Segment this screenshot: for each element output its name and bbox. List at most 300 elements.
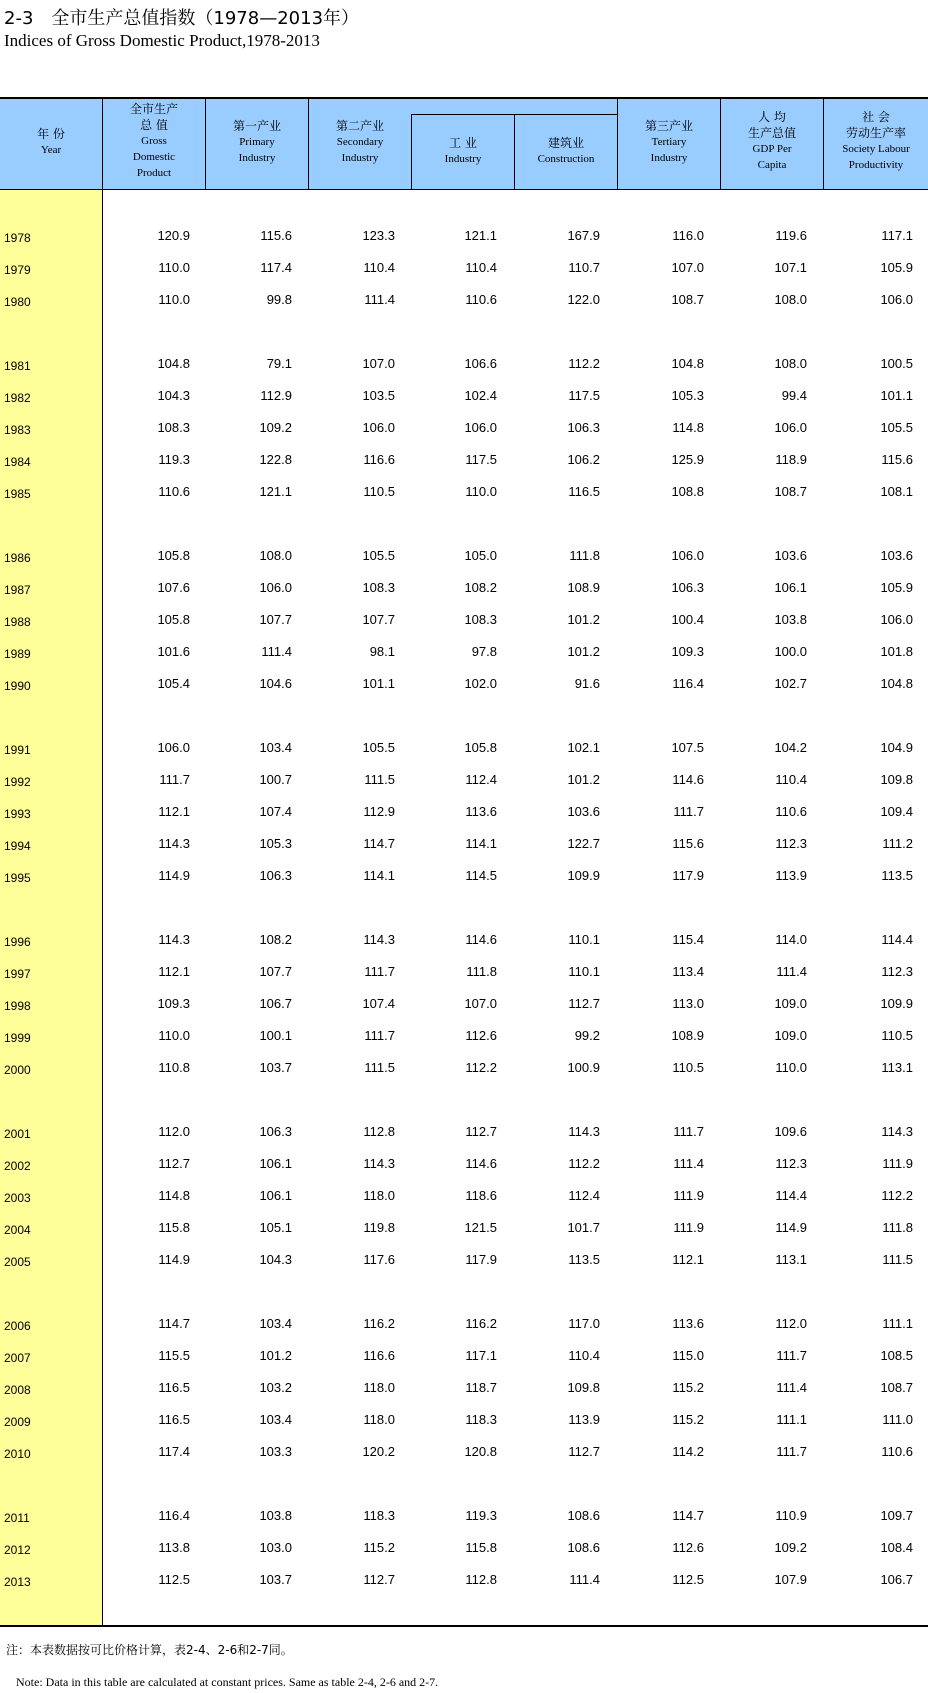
header-tertiary: 第三产业 Tertiary Industry — [644, 119, 693, 164]
value-cell: 112.7 — [465, 1124, 497, 1139]
value-cell: 112.3 — [881, 964, 913, 979]
value-cell: 103.5 — [362, 388, 395, 403]
value-cell: 114.6 — [672, 772, 704, 787]
value-cell: 117.9 — [465, 1252, 497, 1267]
year-cell: 1996 — [4, 935, 31, 949]
value-cell: 108.3 — [157, 420, 190, 435]
value-cell: 121.1 — [259, 484, 292, 499]
table-top-rule — [0, 97, 928, 99]
value-cell: 105.1 — [259, 1220, 292, 1235]
value-cell: 110.1 — [568, 932, 600, 947]
value-cell: 112.5 — [158, 1572, 190, 1587]
value-cell: 114.9 — [775, 1220, 807, 1235]
value-cell: 113.9 — [775, 868, 807, 883]
value-cell: 115.2 — [363, 1540, 395, 1555]
value-cell: 108.4 — [880, 1540, 913, 1555]
value-cell: 114.5 — [465, 868, 497, 883]
value-cell: 114.7 — [158, 1316, 190, 1331]
value-cell: 114.6 — [465, 932, 497, 947]
value-cell: 112.6 — [672, 1540, 704, 1555]
value-cell: 100.4 — [671, 612, 704, 627]
value-cell: 116.2 — [363, 1316, 395, 1331]
value-cell: 99.8 — [266, 292, 292, 307]
year-cell: 2002 — [4, 1159, 31, 1173]
value-cell: 105.5 — [362, 740, 395, 755]
value-cell: 110.1 — [568, 964, 600, 979]
value-cell: 101.1 — [362, 676, 395, 691]
value-cell: 113.6 — [465, 804, 497, 819]
value-cell: 114.8 — [158, 1188, 190, 1203]
value-cell: 113.4 — [672, 964, 704, 979]
value-cell: 103.0 — [259, 1540, 292, 1555]
value-cell: 112.5 — [672, 1572, 704, 1587]
value-cell: 122.7 — [567, 836, 600, 851]
value-cell: 107.9 — [774, 1572, 807, 1587]
value-cell: 116.5 — [158, 1412, 190, 1427]
value-cell: 109.9 — [567, 868, 600, 883]
value-cell: 99.4 — [781, 388, 807, 403]
value-cell: 106.0 — [774, 420, 807, 435]
value-cell: 119.6 — [775, 228, 807, 243]
value-cell: 109.2 — [259, 420, 292, 435]
value-cell: 113.5 — [568, 1252, 600, 1267]
value-cell: 118.0 — [363, 1380, 395, 1395]
value-cell: 103.6 — [774, 548, 807, 563]
note-cn: 注：本表数据按可比价格计算，表2-4、2-6和2-7同。 — [6, 1643, 293, 1657]
value-cell: 107.0 — [671, 260, 704, 275]
value-cell: 105.9 — [880, 580, 913, 595]
value-cell: 119.3 — [158, 452, 190, 467]
year-cell: 2006 — [4, 1319, 31, 1333]
year-cell: 1986 — [4, 551, 31, 565]
value-cell: 102.4 — [464, 388, 497, 403]
value-cell: 118.7 — [465, 1380, 497, 1395]
value-cell: 103.3 — [259, 1444, 292, 1459]
value-cell: 106.2 — [567, 452, 600, 467]
value-cell: 100.9 — [567, 1060, 600, 1075]
value-cell: 102.7 — [774, 676, 807, 691]
year-cell: 2000 — [4, 1063, 31, 1077]
value-cell: 111.7 — [776, 1444, 807, 1459]
value-cell: 114.0 — [775, 932, 807, 947]
value-cell: 110.6 — [775, 804, 807, 819]
value-cell: 114.3 — [363, 1156, 395, 1171]
value-cell: 107.1 — [774, 260, 807, 275]
value-cell: 111.4 — [776, 964, 807, 979]
value-cell: 100.7 — [259, 772, 292, 787]
value-cell: 112.2 — [881, 1188, 913, 1203]
value-cell: 114.1 — [363, 868, 395, 883]
value-cell: 113.9 — [568, 1412, 600, 1427]
value-cell: 110.4 — [363, 260, 395, 275]
value-cell: 111.7 — [673, 1124, 704, 1139]
value-cell: 111.7 — [364, 1028, 395, 1043]
value-cell: 115.4 — [672, 932, 704, 947]
value-cell: 110.0 — [465, 484, 497, 499]
value-cell: 111.5 — [364, 772, 395, 787]
value-cell: 112.9 — [363, 804, 395, 819]
value-cell: 111.4 — [673, 1156, 704, 1171]
value-cell: 117.4 — [260, 260, 292, 275]
page-title-en: Indices of Gross Domestic Product,1978-2013 — [4, 31, 320, 50]
value-cell: 106.0 — [464, 420, 497, 435]
year-cell: 2007 — [4, 1351, 31, 1365]
value-cell: 106.3 — [671, 580, 704, 595]
header-year: 年 份 Year — [37, 127, 65, 156]
value-cell: 108.7 — [671, 292, 704, 307]
value-cell: 111.9 — [673, 1188, 704, 1203]
value-cell: 114.7 — [672, 1508, 704, 1523]
value-cell: 107.4 — [259, 804, 292, 819]
value-cell: 110.0 — [158, 1028, 190, 1043]
value-cell: 108.3 — [464, 612, 497, 627]
value-cell: 117.4 — [158, 1444, 190, 1459]
value-cell: 111.4 — [776, 1380, 807, 1395]
value-cell: 112.2 — [465, 1060, 497, 1075]
value-cell: 111.7 — [364, 964, 395, 979]
value-cell: 112.1 — [158, 964, 190, 979]
value-cell: 98.1 — [369, 644, 395, 659]
value-cell: 106.6 — [464, 356, 497, 371]
value-cell: 101.1 — [880, 388, 913, 403]
table-bottom-rule — [0, 1625, 928, 1627]
year-cell: 1983 — [4, 423, 31, 437]
value-cell: 111.7 — [673, 804, 704, 819]
value-cell: 107.0 — [464, 996, 497, 1011]
header-industry: 工 业 Industry — [444, 136, 482, 165]
value-cell: 103.4 — [259, 1316, 292, 1331]
value-cell: 110.5 — [881, 1028, 913, 1043]
value-cell: 97.8 — [471, 644, 497, 659]
value-cell: 107.7 — [259, 612, 292, 627]
value-cell: 107.6 — [157, 580, 190, 595]
value-cell: 113.5 — [881, 868, 913, 883]
value-cell: 101.2 — [567, 772, 600, 787]
value-cell: 108.3 — [362, 580, 395, 595]
value-cell: 106.3 — [259, 868, 292, 883]
value-cell: 111.5 — [364, 1060, 395, 1075]
value-cell: 109.0 — [774, 996, 807, 1011]
value-cell: 115.2 — [672, 1412, 704, 1427]
value-cell: 117.0 — [568, 1316, 600, 1331]
value-cell: 108.6 — [567, 1508, 600, 1523]
value-cell: 118.0 — [363, 1412, 395, 1427]
year-cell: 1991 — [4, 743, 31, 757]
value-cell: 103.8 — [259, 1508, 292, 1523]
value-cell: 111.1 — [776, 1412, 807, 1427]
value-cell: 111.0 — [882, 1412, 913, 1427]
value-cell: 101.2 — [259, 1348, 292, 1363]
value-cell: 105.9 — [880, 260, 913, 275]
value-cell: 112.1 — [158, 804, 190, 819]
value-cell: 101.8 — [880, 644, 913, 659]
value-cell: 121.5 — [464, 1220, 497, 1235]
value-cell: 109.9 — [880, 996, 913, 1011]
value-cell: 106.0 — [880, 612, 913, 627]
value-cell: 114.2 — [672, 1444, 704, 1459]
value-cell: 118.6 — [465, 1188, 497, 1203]
year-cell: 1997 — [4, 967, 31, 981]
value-cell: 109.8 — [880, 772, 913, 787]
note-en: Note: Data in this table are calculated at constant prices. Same as table 2-4, 2-6 and 2-7. — [16, 1675, 439, 1689]
value-cell: 108.8 — [671, 484, 704, 499]
value-cell: 118.0 — [363, 1188, 395, 1203]
year-cell: 2005 — [4, 1255, 31, 1269]
value-cell: 106.3 — [259, 1124, 292, 1139]
value-cell: 115.6 — [260, 228, 292, 243]
value-cell: 106.0 — [880, 292, 913, 307]
value-cell: 107.5 — [671, 740, 704, 755]
value-cell: 112.1 — [672, 1252, 704, 1267]
value-cell: 114.3 — [881, 1124, 913, 1139]
value-cell: 108.9 — [567, 580, 600, 595]
value-cell: 112.3 — [775, 1156, 807, 1171]
value-cell: 105.3 — [671, 388, 704, 403]
value-cell: 118.3 — [363, 1508, 395, 1523]
value-cell: 112.6 — [465, 1028, 497, 1043]
value-cell: 116.4 — [158, 1508, 190, 1523]
value-cell: 111.4 — [261, 644, 292, 659]
value-cell: 105.8 — [157, 548, 190, 563]
value-cell: 112.7 — [363, 1572, 395, 1587]
value-cell: 108.0 — [774, 356, 807, 371]
header-percapita: 人 均 生产总值 GDP Per Capita — [747, 110, 796, 171]
value-cell: 103.4 — [259, 740, 292, 755]
value-cell: 91.6 — [574, 676, 600, 691]
value-cell: 122.8 — [259, 452, 292, 467]
value-cell: 115.2 — [672, 1380, 704, 1395]
value-cell: 114.3 — [158, 836, 190, 851]
year-cell: 1985 — [4, 487, 31, 501]
value-cell: 111.8 — [882, 1220, 913, 1235]
value-cell: 115.8 — [158, 1220, 190, 1235]
value-cell: 107.7 — [259, 964, 292, 979]
value-cell: 112.0 — [158, 1124, 190, 1139]
value-cell: 106.0 — [362, 420, 395, 435]
value-cell: 111.9 — [673, 1220, 704, 1235]
value-cell: 79.1 — [266, 356, 292, 371]
year-cell: 2012 — [4, 1543, 31, 1557]
value-cell: 115.5 — [158, 1348, 190, 1363]
value-cell: 105.8 — [464, 740, 497, 755]
value-cell: 109.8 — [567, 1380, 600, 1395]
value-cell: 110.5 — [363, 484, 395, 499]
value-cell: 111.1 — [882, 1316, 913, 1331]
value-cell: 103.4 — [259, 1412, 292, 1427]
value-cell: 110.4 — [465, 260, 497, 275]
year-cell: 1981 — [4, 359, 31, 373]
value-cell: 111.5 — [882, 1252, 913, 1267]
value-cell: 112.4 — [465, 772, 497, 787]
value-cell: 114.4 — [775, 1188, 807, 1203]
value-cell: 104.8 — [671, 356, 704, 371]
value-cell: 110.4 — [775, 772, 807, 787]
year-cell: 2009 — [4, 1415, 31, 1429]
value-cell: 105.8 — [157, 612, 190, 627]
value-cell: 117.6 — [363, 1252, 395, 1267]
value-cell: 103.7 — [259, 1060, 292, 1075]
year-cell: 1978 — [4, 231, 31, 245]
value-cell: 100.1 — [259, 1028, 292, 1043]
year-cell: 1994 — [4, 839, 31, 853]
value-cell: 104.6 — [259, 676, 292, 691]
value-cell: 109.3 — [157, 996, 190, 1011]
value-cell: 113.0 — [672, 996, 704, 1011]
value-cell: 118.3 — [465, 1412, 497, 1427]
value-cell: 116.0 — [672, 228, 704, 243]
value-cell: 111.8 — [569, 548, 600, 563]
value-cell: 112.7 — [568, 1444, 600, 1459]
year-cell: 2008 — [4, 1383, 31, 1397]
value-cell: 102.1 — [567, 740, 600, 755]
value-cell: 110.4 — [568, 1348, 600, 1363]
value-cell: 115.6 — [672, 836, 704, 851]
value-cell: 112.4 — [568, 1188, 600, 1203]
value-cell: 109.2 — [774, 1540, 807, 1555]
value-cell: 104.3 — [259, 1252, 292, 1267]
value-cell: 113.1 — [881, 1060, 913, 1075]
year-cell: 2001 — [4, 1127, 31, 1141]
value-cell: 106.1 — [774, 580, 807, 595]
value-cell: 103.8 — [774, 612, 807, 627]
value-cell: 117.9 — [672, 868, 704, 883]
value-cell: 120.2 — [362, 1444, 395, 1459]
value-cell: 110.6 — [158, 484, 190, 499]
value-cell: 104.8 — [880, 676, 913, 691]
year-cell: 1990 — [4, 679, 31, 693]
value-cell: 114.3 — [363, 932, 395, 947]
value-cell: 167.9 — [567, 228, 600, 243]
year-column-background — [0, 190, 102, 1625]
value-cell: 116.6 — [363, 452, 395, 467]
value-cell: 109.0 — [774, 1028, 807, 1043]
value-cell: 121.1 — [464, 228, 497, 243]
value-cell: 118.9 — [775, 452, 807, 467]
header-primary: 第一产业 Primary Industry — [232, 119, 281, 164]
value-cell: 113.8 — [158, 1540, 190, 1555]
value-cell: 108.2 — [259, 932, 292, 947]
header-bottom-rule — [0, 189, 928, 190]
value-cell: 116.5 — [158, 1380, 190, 1395]
value-cell: 106.0 — [671, 548, 704, 563]
value-cell: 115.8 — [465, 1540, 497, 1555]
value-cell: 112.7 — [158, 1156, 190, 1171]
value-cell: 112.3 — [775, 836, 807, 851]
header-construction: 建筑业 Construction — [537, 136, 595, 165]
value-cell: 110.9 — [775, 1508, 807, 1523]
value-cell: 120.8 — [464, 1444, 497, 1459]
value-cell: 104.2 — [774, 740, 807, 755]
value-cell: 120.9 — [157, 228, 190, 243]
value-cell: 110.5 — [672, 1060, 704, 1075]
value-cell: 114.1 — [465, 836, 497, 851]
value-cell: 104.9 — [880, 740, 913, 755]
value-cell: 112.8 — [465, 1572, 497, 1587]
value-cell: 112.2 — [568, 1156, 600, 1171]
value-cell: 110.8 — [158, 1060, 190, 1075]
value-cell: 112.0 — [775, 1316, 807, 1331]
value-cell: 117.5 — [568, 388, 600, 403]
year-cell: 2004 — [4, 1223, 31, 1237]
value-cell: 117.5 — [465, 452, 497, 467]
value-cell: 104.8 — [157, 356, 190, 371]
value-cell: 111.4 — [569, 1572, 600, 1587]
year-cell: 1995 — [4, 871, 31, 885]
value-cell: 100.0 — [774, 644, 807, 659]
value-cell: 107.7 — [362, 612, 395, 627]
value-cell: 109.7 — [880, 1508, 913, 1523]
value-cell: 108.7 — [774, 484, 807, 499]
value-cell: 111.8 — [466, 964, 497, 979]
year-cell: 1998 — [4, 999, 31, 1013]
value-cell: 116.6 — [363, 1348, 395, 1363]
header-gdp: 全市生产 总 值 Gross Domestic Product — [129, 102, 178, 179]
value-cell: 107.0 — [362, 356, 395, 371]
value-cell: 111.7 — [776, 1348, 807, 1363]
value-cell: 106.0 — [157, 740, 190, 755]
year-cell: 1988 — [4, 615, 31, 629]
value-cell: 119.8 — [363, 1220, 395, 1235]
value-cell: 110.6 — [465, 292, 497, 307]
value-cell: 113.1 — [775, 1252, 807, 1267]
value-cell: 108.9 — [671, 1028, 704, 1043]
year-cell: 1987 — [4, 583, 31, 597]
value-cell: 109.4 — [880, 804, 913, 819]
value-cell: 111.9 — [882, 1156, 913, 1171]
page-title-cn: 2-3 全市生产总值指数（1978—2013年） — [4, 8, 360, 29]
value-cell: 114.3 — [568, 1124, 600, 1139]
value-cell: 112.8 — [363, 1124, 395, 1139]
value-cell: 105.5 — [880, 420, 913, 435]
value-cell: 122.0 — [567, 292, 600, 307]
value-cell: 116.4 — [672, 676, 704, 691]
value-cell: 111.2 — [882, 836, 913, 851]
value-cell: 103.2 — [259, 1380, 292, 1395]
header-labour: 社 会 劳动生产率 Society Labour Productivity — [842, 110, 910, 171]
value-cell: 114.4 — [881, 932, 913, 947]
value-cell: 116.5 — [568, 484, 600, 499]
value-cell: 101.6 — [157, 644, 190, 659]
value-cell: 119.3 — [465, 1508, 497, 1523]
value-cell: 108.7 — [880, 1380, 913, 1395]
value-cell: 113.6 — [672, 1316, 704, 1331]
value-cell: 105.5 — [362, 548, 395, 563]
value-cell: 110.0 — [158, 260, 190, 275]
value-cell: 105.0 — [464, 548, 497, 563]
value-cell: 110.0 — [158, 292, 190, 307]
value-cell: 112.2 — [568, 356, 600, 371]
year-cell: 2010 — [4, 1447, 31, 1461]
year-column-divider — [102, 98, 103, 1625]
value-cell: 117.1 — [465, 1348, 497, 1363]
value-cell: 105.4 — [157, 676, 190, 691]
value-cell: 115.6 — [881, 452, 913, 467]
value-cell: 112.7 — [568, 996, 600, 1011]
value-cell: 108.5 — [880, 1348, 913, 1363]
value-cell: 101.2 — [567, 612, 600, 627]
value-cell: 111.7 — [159, 772, 190, 787]
year-cell: 2011 — [4, 1511, 30, 1525]
value-cell: 117.1 — [881, 228, 913, 243]
value-cell: 114.8 — [672, 420, 704, 435]
value-cell: 114.3 — [158, 932, 190, 947]
header-secondary: 第二产业 Secondary Industry — [335, 119, 384, 164]
value-cell: 114.9 — [158, 868, 190, 883]
value-cell: 103.6 — [567, 804, 600, 819]
value-cell: 112.9 — [260, 388, 292, 403]
value-cell: 125.9 — [671, 452, 704, 467]
value-cell: 111.4 — [364, 292, 395, 307]
